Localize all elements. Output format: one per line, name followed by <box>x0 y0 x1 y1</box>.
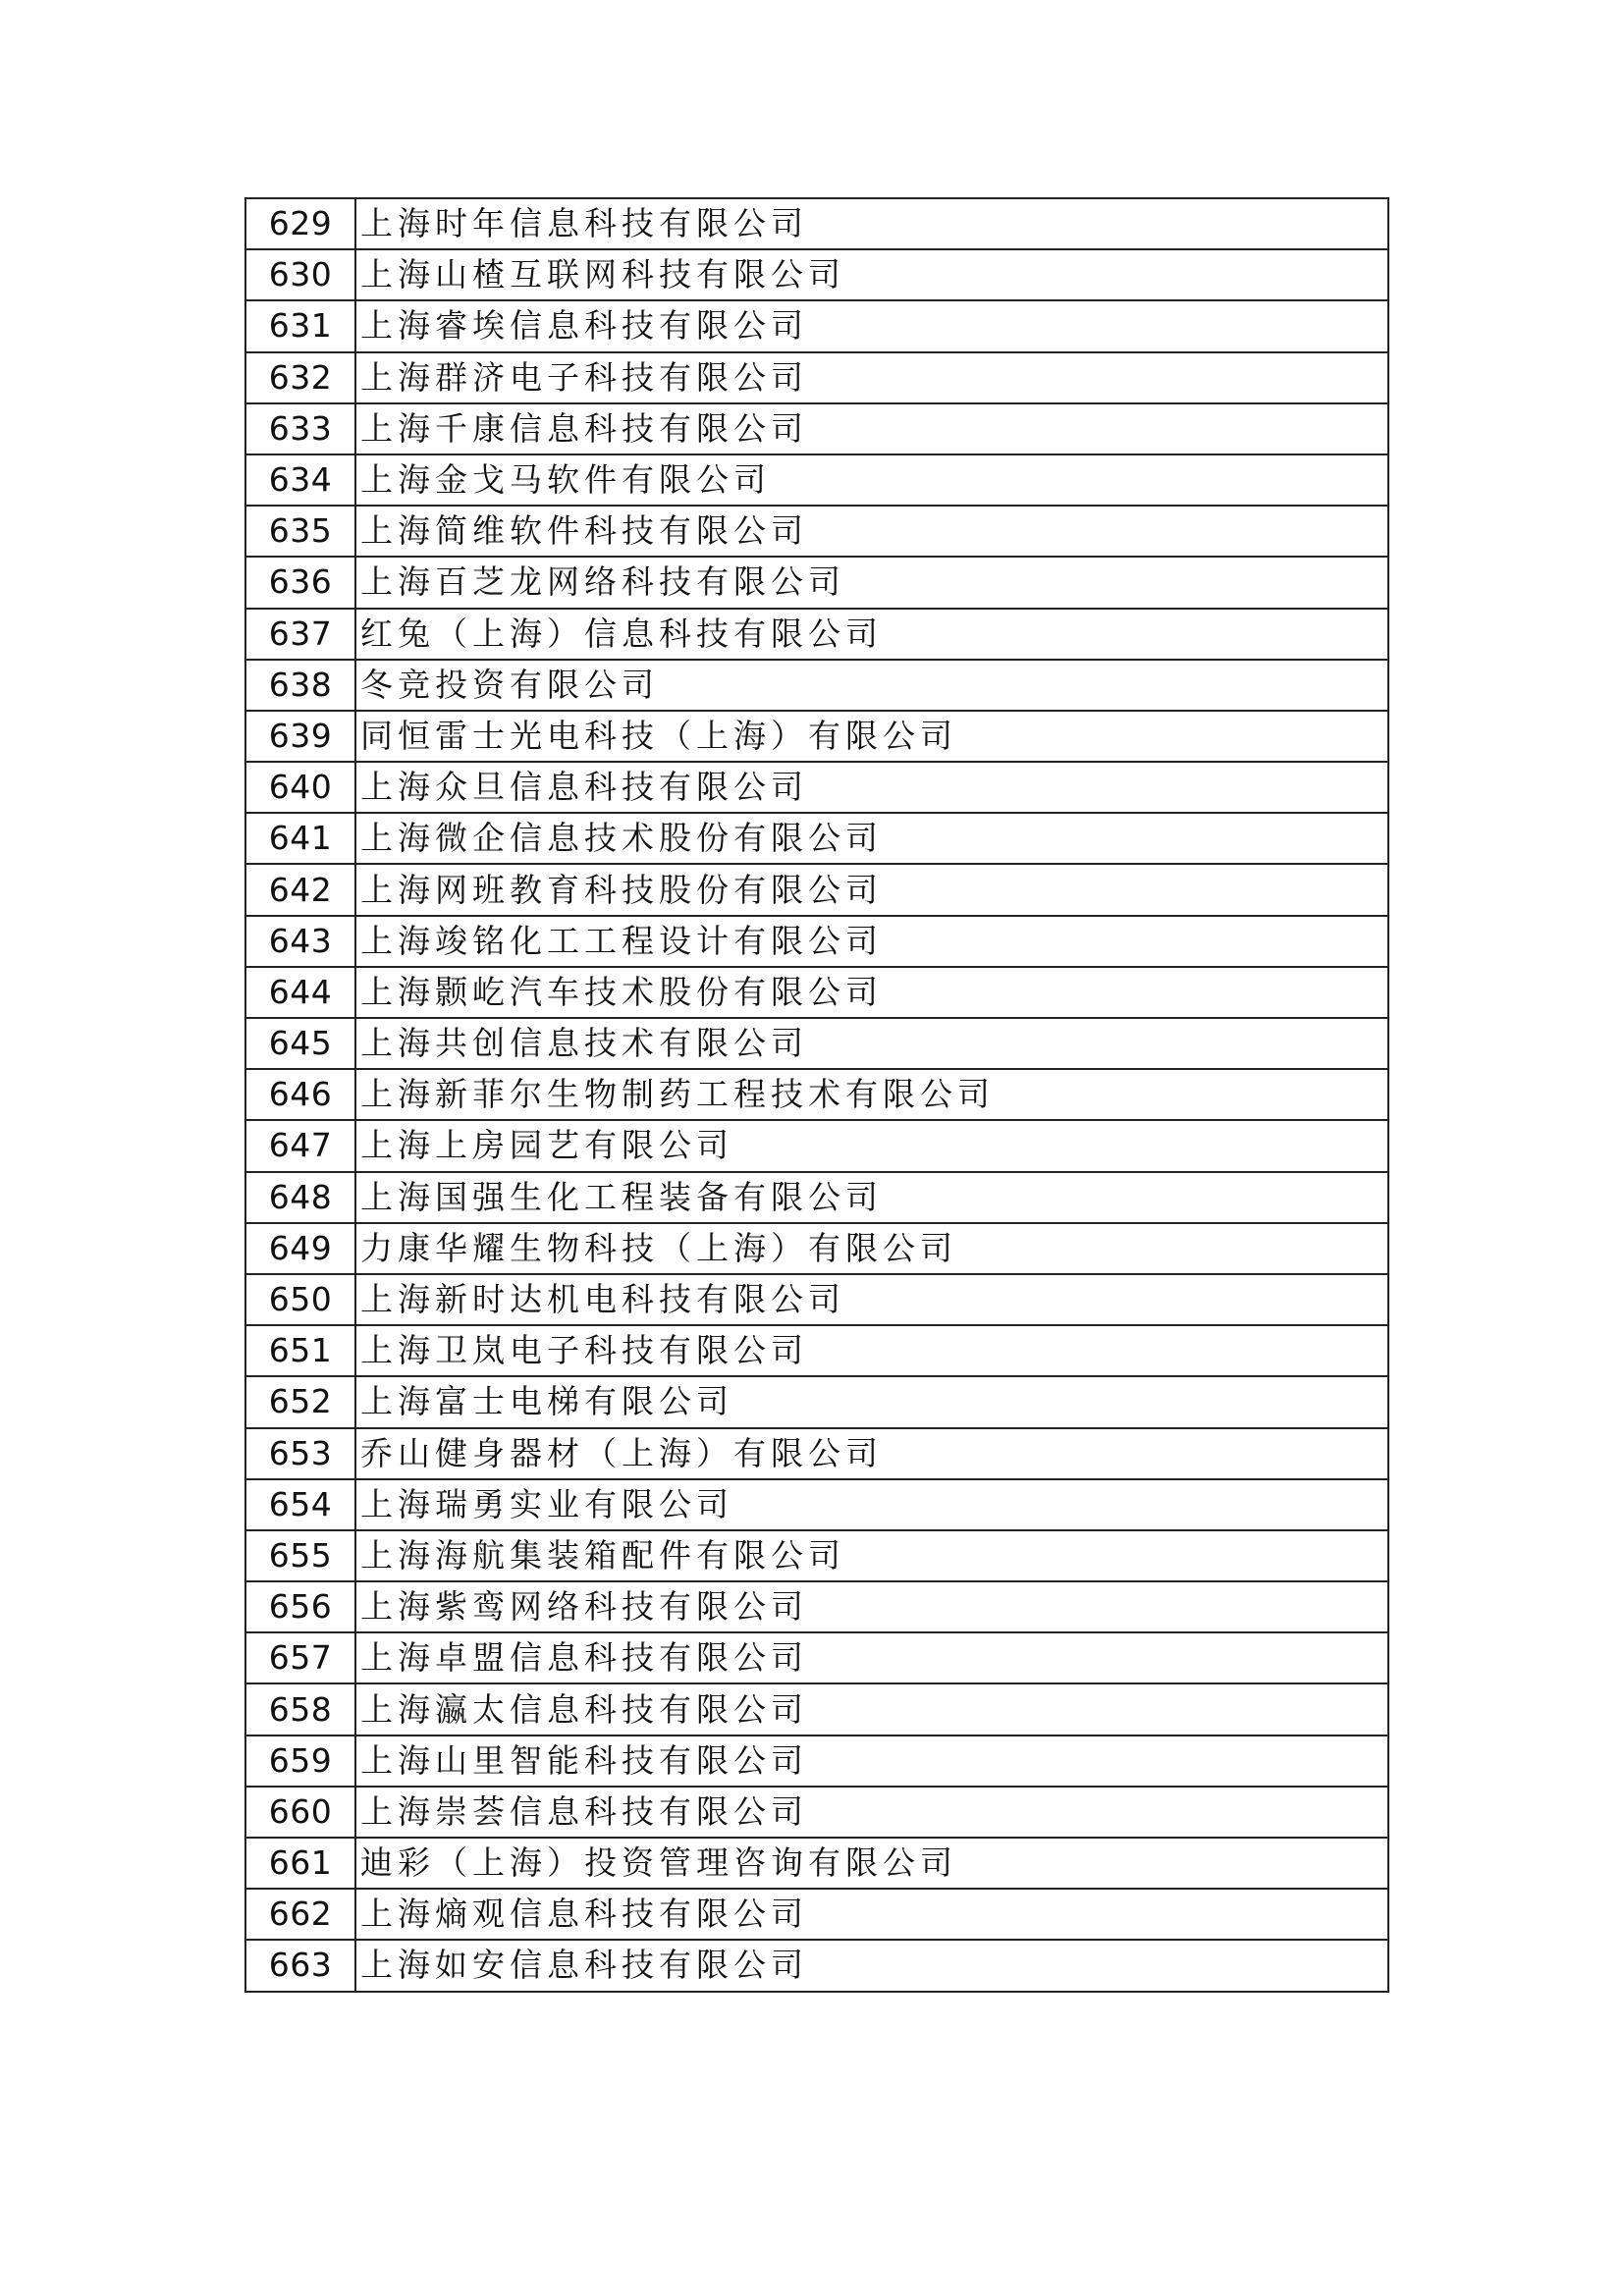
row-number-cell: 635 <box>245 506 355 557</box>
row-number-cell: 634 <box>245 454 355 506</box>
company-name-cell: 上海网班教育科技股份有限公司 <box>355 864 1388 915</box>
row-number-cell: 650 <box>245 1274 355 1325</box>
row-number-cell: 657 <box>245 1632 355 1683</box>
row-number-cell: 651 <box>245 1325 355 1376</box>
table-row <box>245 1479 1388 1530</box>
row-number-cell: 639 <box>245 711 355 762</box>
row-number-cell: 659 <box>245 1735 355 1787</box>
company-name-cell: 冬竞投资有限公司 <box>355 660 1388 711</box>
company-name-cell: 上海众旦信息科技有限公司 <box>355 762 1388 813</box>
table-row <box>245 198 1388 249</box>
company-name-cell: 力康华耀生物科技（上海）有限公司 <box>355 1223 1388 1274</box>
company-name-cell: 上海卓盟信息科技有限公司 <box>355 1632 1388 1683</box>
row-number-cell: 645 <box>245 1018 355 1069</box>
row-number-cell: 663 <box>245 1940 355 1991</box>
table-row <box>245 967 1388 1018</box>
row-number-cell: 648 <box>245 1172 355 1223</box>
table-row <box>245 1787 1388 1838</box>
table-row <box>245 506 1388 557</box>
table-row <box>245 557 1388 608</box>
table-row <box>245 1018 1388 1069</box>
table-row <box>245 249 1388 300</box>
company-name-cell: 上海千康信息科技有限公司 <box>355 403 1388 454</box>
table-row <box>245 1581 1388 1632</box>
table-body <box>245 198 1388 1992</box>
row-number-cell: 653 <box>245 1428 355 1479</box>
row-number-cell: 637 <box>245 609 355 660</box>
row-number-cell: 647 <box>245 1120 355 1171</box>
row-number-cell: 643 <box>245 916 355 967</box>
row-number-cell: 641 <box>245 813 355 864</box>
company-name-cell: 同恒雷士光电科技（上海）有限公司 <box>355 711 1388 762</box>
company-name-cell: 上海颢屹汽车技术股份有限公司 <box>355 967 1388 1018</box>
table-row <box>245 813 1388 864</box>
table-row <box>245 762 1388 813</box>
table-row <box>245 711 1388 762</box>
company-name-cell: 上海紫鸾网络科技有限公司 <box>355 1581 1388 1632</box>
table-row <box>245 1428 1388 1479</box>
table-row <box>245 1223 1388 1274</box>
company-name-cell: 乔山健身器材（上海）有限公司 <box>355 1428 1388 1479</box>
table-row <box>245 1735 1388 1787</box>
table-row <box>245 1172 1388 1223</box>
row-number-cell: 661 <box>245 1838 355 1889</box>
company-name-cell: 上海微企信息技术股份有限公司 <box>355 813 1388 864</box>
company-name-cell: 上海简维软件科技有限公司 <box>355 506 1388 557</box>
table-row <box>245 300 1388 351</box>
table-row <box>245 1940 1388 1991</box>
row-number-cell: 656 <box>245 1581 355 1632</box>
row-number-cell: 630 <box>245 249 355 300</box>
company-name-cell: 上海山里智能科技有限公司 <box>355 1735 1388 1787</box>
row-number-cell: 652 <box>245 1376 355 1427</box>
company-name-cell: 迪彩（上海）投资管理咨询有限公司 <box>355 1838 1388 1889</box>
table-row <box>245 454 1388 506</box>
row-number-cell: 632 <box>245 352 355 403</box>
company-name-cell: 上海如安信息科技有限公司 <box>355 1940 1388 1991</box>
table-row <box>245 1530 1388 1581</box>
table-row <box>245 352 1388 403</box>
table-row <box>245 660 1388 711</box>
table-row <box>245 1120 1388 1171</box>
row-number-cell: 649 <box>245 1223 355 1274</box>
company-name-cell: 上海新时达机电科技有限公司 <box>355 1274 1388 1325</box>
company-name-cell: 上海崇荟信息科技有限公司 <box>355 1787 1388 1838</box>
company-name-cell: 上海国强生化工程装备有限公司 <box>355 1172 1388 1223</box>
row-number-cell: 655 <box>245 1530 355 1581</box>
row-number-cell: 660 <box>245 1787 355 1838</box>
company-name-cell: 上海富士电梯有限公司 <box>355 1376 1388 1427</box>
table-row <box>245 1325 1388 1376</box>
table-row <box>245 1069 1388 1120</box>
company-name-cell: 上海瑞勇实业有限公司 <box>355 1479 1388 1530</box>
table-row <box>245 916 1388 967</box>
table-row <box>245 403 1388 454</box>
company-name-cell: 上海竣铭化工工程设计有限公司 <box>355 916 1388 967</box>
row-number-cell: 636 <box>245 557 355 608</box>
row-number-cell: 640 <box>245 762 355 813</box>
table-row <box>245 1889 1388 1940</box>
company-name-cell: 上海上房园艺有限公司 <box>355 1120 1388 1171</box>
company-name-cell: 上海瀛太信息科技有限公司 <box>355 1683 1388 1735</box>
company-name-cell: 上海睿埃信息科技有限公司 <box>355 300 1388 351</box>
row-number-cell: 654 <box>245 1479 355 1530</box>
row-number-cell: 662 <box>245 1889 355 1940</box>
row-number-cell: 646 <box>245 1069 355 1120</box>
row-number-cell: 642 <box>245 864 355 915</box>
row-number-cell: 629 <box>245 198 355 249</box>
table-row <box>245 1683 1388 1735</box>
company-name-cell: 上海海航集装箱配件有限公司 <box>355 1530 1388 1581</box>
company-name-cell: 上海熵观信息科技有限公司 <box>355 1889 1388 1940</box>
table-row <box>245 864 1388 915</box>
table-row <box>245 609 1388 660</box>
table-row <box>245 1838 1388 1889</box>
company-name-cell: 上海群济电子科技有限公司 <box>355 352 1388 403</box>
table-row <box>245 1274 1388 1325</box>
company-name-cell: 上海时年信息科技有限公司 <box>355 198 1388 249</box>
company-name-cell: 上海百芝龙网络科技有限公司 <box>355 557 1388 608</box>
company-name-cell: 上海金戈马软件有限公司 <box>355 454 1388 506</box>
company-name-cell: 上海新菲尔生物制药工程技术有限公司 <box>355 1069 1388 1120</box>
table-row <box>245 1376 1388 1427</box>
table-row <box>245 1632 1388 1683</box>
company-name-cell: 上海山楂互联网科技有限公司 <box>355 249 1388 300</box>
company-name-cell: 红兔（上海）信息科技有限公司 <box>355 609 1388 660</box>
company-name-cell: 上海共创信息技术有限公司 <box>355 1018 1388 1069</box>
row-number-cell: 658 <box>245 1683 355 1735</box>
row-number-cell: 633 <box>245 403 355 454</box>
row-number-cell: 631 <box>245 300 355 351</box>
row-number-cell: 638 <box>245 660 355 711</box>
row-number-cell: 644 <box>245 967 355 1018</box>
company-name-cell: 上海卫岚电子科技有限公司 <box>355 1325 1388 1376</box>
company-list-table <box>244 197 1389 1993</box>
